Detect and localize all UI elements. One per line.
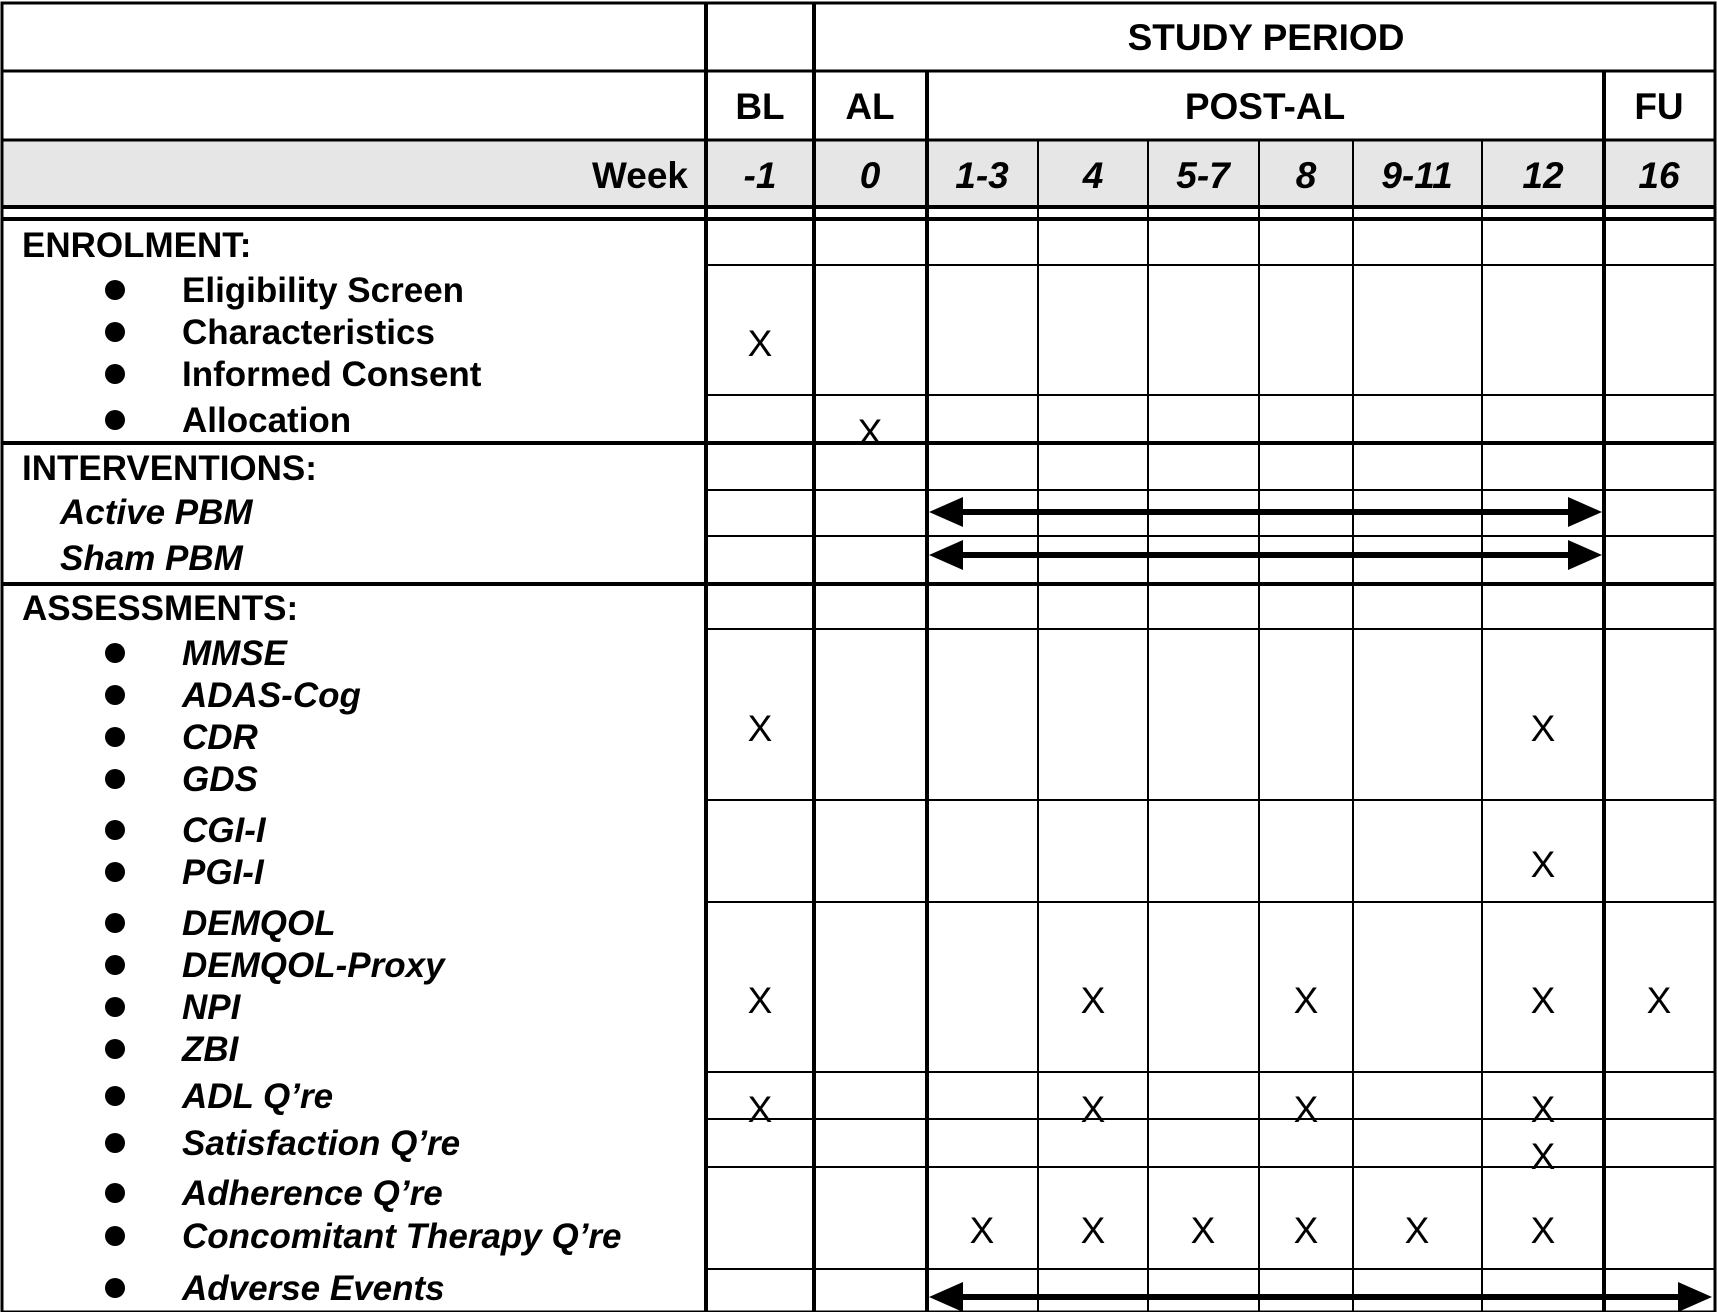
- x-mark: X: [969, 1210, 995, 1251]
- week-header-12: 12: [1522, 155, 1564, 196]
- bullet-icon: [105, 1183, 125, 1203]
- x-mark: X: [857, 412, 883, 453]
- row-label: Adherence Q’re: [182, 1174, 443, 1213]
- row-label: CGI-I: [182, 811, 266, 850]
- section-title: ASSESSMENTS:: [22, 589, 299, 628]
- period-post-al: POST-AL: [1184, 86, 1346, 127]
- row-label: Sham PBM: [60, 539, 243, 578]
- bullet-icon: [105, 913, 125, 933]
- week-header-16: 16: [1638, 155, 1680, 196]
- bullet-icon: [105, 1039, 125, 1059]
- row-label: Eligibility Screen: [182, 271, 465, 310]
- x-mark: X: [747, 1089, 773, 1130]
- row-label: Allocation: [182, 401, 352, 440]
- row-label: ADL Q’re: [182, 1077, 334, 1116]
- row-label: Adverse Events: [182, 1269, 445, 1308]
- arrow-3: [929, 540, 1602, 570]
- bullet-icon: [105, 643, 125, 663]
- arrow-2: [929, 497, 1602, 527]
- bullet-icon: [105, 685, 125, 705]
- arrow-10: [929, 1282, 1712, 1312]
- bullet-icon: [105, 322, 125, 342]
- period-al: AL: [845, 86, 895, 127]
- bullet-icon: [105, 1226, 125, 1246]
- arrow-head-right: [1678, 1282, 1712, 1312]
- arrow-head-left: [929, 1282, 963, 1312]
- x-mark: X: [747, 980, 773, 1021]
- section-title: ENROLMENT:: [22, 226, 252, 265]
- schedule-arrows: [929, 497, 1712, 1312]
- study-period-heading: STUDY PERIOD: [1127, 17, 1405, 58]
- bullet-icon: [105, 280, 125, 300]
- bullet-icon: [105, 769, 125, 789]
- x-mark: X: [1190, 1210, 1216, 1251]
- arrow-head-right: [1568, 540, 1602, 570]
- arrow-head-left: [929, 497, 963, 527]
- row-label: ADAS-Cog: [182, 676, 361, 715]
- row-label: NPI: [182, 988, 241, 1027]
- bullet-icon: [105, 410, 125, 430]
- bullet-icon: [105, 727, 125, 747]
- x-mark: X: [1530, 1210, 1556, 1251]
- x-mark: X: [1293, 1210, 1319, 1251]
- week-header-0: 0: [859, 155, 881, 196]
- x-mark: X: [1293, 980, 1319, 1021]
- week-header-8: 8: [1295, 155, 1317, 196]
- week-header-5-7: 5-7: [1176, 155, 1230, 196]
- week-header-1-3: 1-3: [955, 155, 1009, 196]
- week-header-9-11: 9-11: [1381, 155, 1453, 196]
- row-label: GDS: [182, 760, 258, 799]
- arrow-head-right: [1568, 497, 1602, 527]
- arrow-head-left: [929, 540, 963, 570]
- row-label: Active PBM: [60, 493, 253, 532]
- bullet-icon: [105, 820, 125, 840]
- row-label: PGI-I: [182, 853, 264, 892]
- x-mark: X: [1404, 1210, 1430, 1251]
- x-mark: X: [1530, 708, 1556, 749]
- bullet-icon: [105, 862, 125, 882]
- row-label: Concomitant Therapy Q’re: [182, 1217, 622, 1256]
- schedule-marks: [748, 323, 1672, 1251]
- row-label: ZBI: [182, 1030, 239, 1069]
- row-label: DEMQOL-Proxy: [182, 946, 445, 985]
- x-mark: X: [747, 708, 773, 749]
- row-label: MMSE: [182, 634, 287, 673]
- x-mark: X: [1080, 1089, 1106, 1130]
- row-label: Satisfaction Q’re: [182, 1124, 461, 1163]
- bullet-icon: [105, 1133, 125, 1153]
- x-mark: X: [1080, 1210, 1106, 1251]
- week-header--1: -1: [743, 155, 777, 196]
- x-mark: X: [1646, 980, 1672, 1021]
- bullet-icon: [105, 997, 125, 1017]
- x-mark: X: [1530, 1089, 1556, 1130]
- x-mark: X: [1530, 844, 1556, 885]
- x-mark: X: [747, 323, 773, 364]
- week-label: Week: [592, 155, 688, 196]
- bullet-icon: [105, 955, 125, 975]
- period-bl: BL: [735, 86, 785, 127]
- bullet-icon: [105, 1278, 125, 1298]
- x-mark: X: [1530, 980, 1556, 1021]
- row-label: DEMQOL: [182, 904, 336, 943]
- x-mark: X: [1080, 980, 1106, 1021]
- row-label: CDR: [182, 718, 258, 757]
- row-label: Informed Consent: [182, 355, 482, 394]
- x-mark: X: [1530, 1136, 1556, 1177]
- row-label: Characteristics: [182, 313, 435, 352]
- bullet-icon: [105, 364, 125, 384]
- period-fu: FU: [1634, 86, 1684, 127]
- row-labels: [22, 226, 622, 1308]
- week-header-4: 4: [1082, 155, 1104, 196]
- bullet-icon: [105, 1086, 125, 1106]
- section-title: INTERVENTIONS:: [22, 449, 317, 488]
- week-row-background: [2, 140, 1715, 206]
- x-mark: X: [1293, 1089, 1319, 1130]
